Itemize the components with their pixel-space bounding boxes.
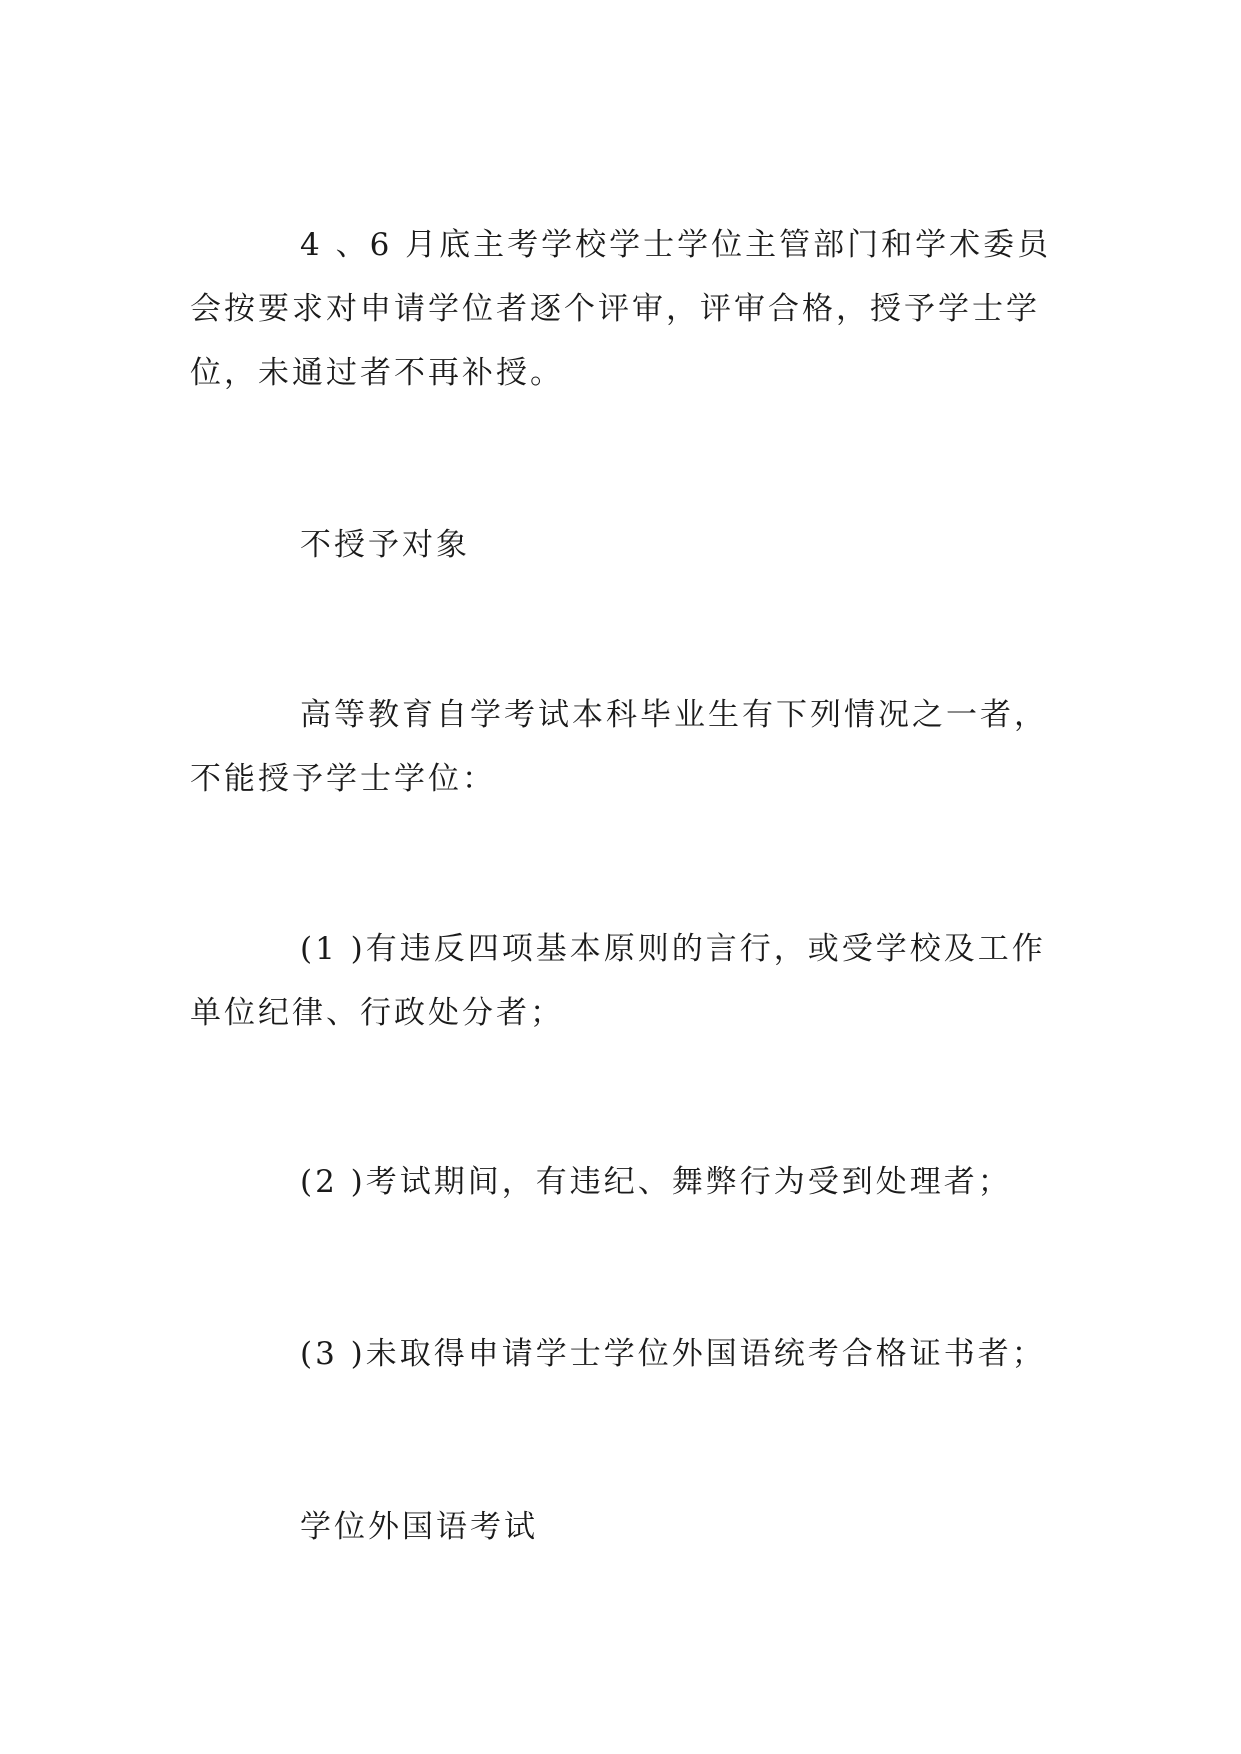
list-item-condition-2: (2 )考试期间，有违纪、舞弊行为受到处理者； bbox=[300, 1164, 1012, 1200]
list-item-condition-3: (3 )未取得申请学士学位外国语统考合格证书者； bbox=[300, 1336, 1046, 1372]
list-item-condition-1: (1 )有违反四项基本原则的言行，或受学校及工作单位纪律、行政处分者； bbox=[190, 931, 1046, 1031]
heading-not-awarded: 不授予对象 bbox=[300, 527, 470, 563]
paragraph-degree-review: 4 、6 月底主考学校学士学位主管部门和学术委员会按要求对申请学位者逐个评审，评审合格，授予学士学位，未通过者不再补授。 bbox=[190, 227, 1052, 391]
paragraph-conditions-intro: 高等教育自学考试本科毕业生有下列情况之一者，不能授予学士学位： bbox=[190, 697, 1048, 797]
heading-foreign-language-exam: 学位外国语考试 bbox=[300, 1509, 538, 1545]
